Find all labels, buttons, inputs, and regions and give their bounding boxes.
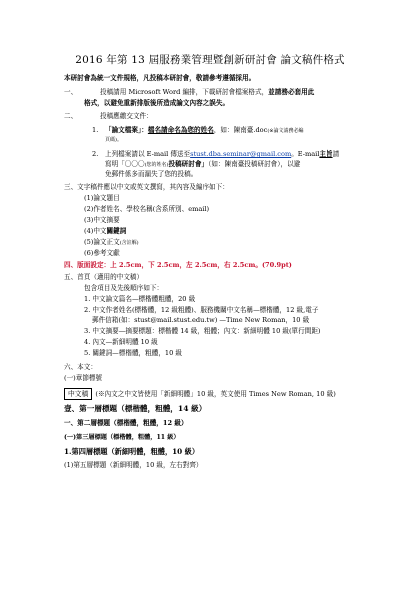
sec2-item1-note2: 頁碼)。 bbox=[105, 137, 122, 143]
sec5-item-2b: 郵件信箱(如：stust@mail.stust.edu.tw) —Time New Roman，10 級 bbox=[92, 316, 310, 324]
sec3-item-5-note: (含註解) bbox=[119, 240, 139, 246]
sec5-item-3: 3. 中文摘要—摘要標題：標楷體 14 級，粗體；內文：新細明體 10 級(單行間距) bbox=[84, 327, 321, 335]
sec3-item-1: (1)論文題目 bbox=[84, 194, 120, 202]
sec2-item1-note: (※論文請務必編 bbox=[267, 128, 304, 134]
sec2-item1 bbox=[105, 126, 304, 136]
sec3-item-6: (6)參考文獻 bbox=[84, 249, 120, 257]
sec3-item-4 bbox=[84, 227, 126, 236]
sec2-item1-a: 「論文檔案」： bbox=[105, 126, 148, 134]
sec5-head: 五、首頁（適用的中文稿） bbox=[64, 273, 144, 281]
sec1-num: 一、 bbox=[64, 88, 78, 96]
sec2-item2-line2 bbox=[105, 160, 300, 170]
heading-level-2: 一、第二層標題（標楷體，粗體，12 級） bbox=[64, 419, 188, 427]
sec3-head: 三、文字稿件應以中文或英文撰寫，其內容及編序如下： bbox=[64, 183, 229, 191]
sec5-sub: 包含項目及先後順序如下： bbox=[84, 284, 164, 292]
sec2-head: 投稿應繳交文件： bbox=[100, 112, 153, 120]
sec2-item2-a: 上列檔案請以 E-mail 傳送至 bbox=[105, 150, 191, 158]
sec3-item-4-kw: 關鍵詞 bbox=[106, 227, 127, 235]
sec2-item2-l2d: （如：陳南臺投稿研討會），以避 bbox=[208, 160, 301, 168]
sec1-line1-a: 投稿請用 Microsoft Word 編排，下載研討會檔案格式， bbox=[100, 88, 269, 96]
sec5-item-1: 1. 中文論文篇名—標楷體粗體，20 級 bbox=[84, 295, 196, 303]
sec3-item-2: (2)作者姓名、學校名稱(含系所別、email) bbox=[84, 205, 210, 213]
sec5-item-2a: 2. 中文作者姓名(標楷體，12 級粗體)、服務機關中文名稱—標楷體，12 級,電子 bbox=[84, 306, 319, 314]
document-title: 2016 年第 13 屆服務業管理暨創新研討會 論文稿件格式 bbox=[75, 54, 345, 66]
sec3-item-3: (3)中文摘要 bbox=[84, 216, 120, 224]
sec2-item2-b: 。E-mail bbox=[291, 150, 320, 158]
sec2-item2-l2c: 投稿研討會」 bbox=[168, 160, 209, 168]
sec2-item2-l2b: (您的姓名) bbox=[144, 162, 169, 168]
sec6-head: 六、本文： bbox=[64, 363, 97, 371]
heading-level-1: 壹、第一層標題（標楷體，粗體，14 級） bbox=[64, 404, 207, 413]
sec3-item-5 bbox=[84, 238, 139, 248]
sec1-line2: 格式，以避免重新排版後所造成論文內容之誤失。 bbox=[84, 99, 230, 107]
sec2-item1-num: 1. bbox=[92, 126, 99, 134]
sec2-num: 二、 bbox=[64, 112, 78, 120]
sec3-item-4-label: (4)中文 bbox=[84, 227, 107, 235]
sec2-item1-b: 檔名請命名為您的姓名 bbox=[147, 126, 214, 134]
sec5-item-4: 4. 內文—新細明體 10 級 bbox=[84, 338, 158, 346]
sec4-margins: 四、版面設定：上 2.5cm，下 2.5cm，左 2.5cm，右 2.5cm。(70.9pt) bbox=[64, 261, 292, 269]
sec2-item2-num: 2. bbox=[92, 150, 99, 158]
sec2-item1-c: ，如：陳南臺.doc bbox=[213, 126, 268, 134]
sec2-item2-line1 bbox=[105, 150, 339, 159]
sec1-line1 bbox=[100, 88, 314, 97]
heading-level-5: (1)第五層標題（新細明體，10 級，左右對齊） bbox=[64, 461, 203, 469]
sec2-item2-l2a: 寫明「〇〇〇 bbox=[105, 160, 145, 168]
sec6-box-text: (※內文之中文皆使用「新細明體」10 級，英文使用 Times New Roman, 10 級) bbox=[95, 390, 336, 398]
intro-text: 本研討會為統一文件規格，凡投稿本研討會，敬請參考遵循採用。 bbox=[64, 74, 256, 82]
sec3-item-5-label: (5)論文正文 bbox=[84, 238, 120, 246]
sec2-item2-line3: 免郵件係多而漏失了您的投稿。 bbox=[105, 170, 198, 178]
email-link[interactable]: stust.dba.seminar@gmail.com bbox=[190, 150, 292, 158]
sec6-box-line bbox=[64, 388, 336, 400]
sec5-item-5: 5. 關鍵詞—標楷體，粗體，10 級 bbox=[84, 349, 182, 357]
sec6-sub: (一)章節標號 bbox=[64, 374, 103, 382]
sec2-item2-d: 請 bbox=[332, 150, 340, 158]
heading-level-4: 1.第四層標題（新細明體，粗體，10 級） bbox=[64, 447, 200, 456]
sec1-line1-b: 並請務必套用此 bbox=[268, 88, 315, 96]
chinese-manuscript-box: 中文稿 bbox=[64, 388, 92, 400]
sec2-item2-c: 主旨 bbox=[319, 150, 333, 158]
heading-level-3: (一)第三層標題（標楷體，粗體，11 級） bbox=[64, 434, 180, 441]
